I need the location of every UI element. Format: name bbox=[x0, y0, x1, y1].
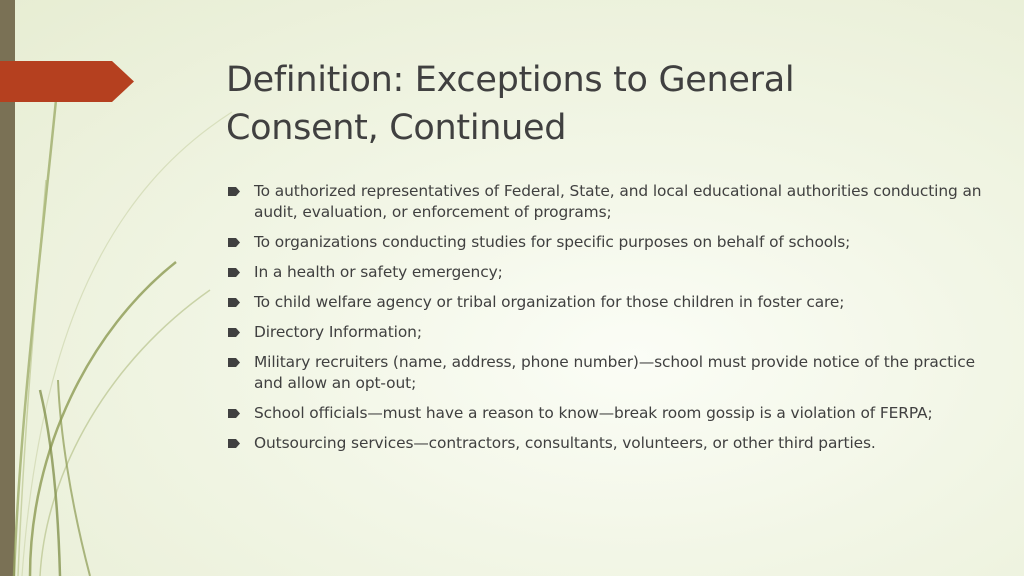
bullet-text: To organizations conducting studies for specific purposes on behalf of schools; bbox=[254, 233, 851, 251]
bullet-text: In a health or safety emergency; bbox=[254, 263, 503, 281]
bullet-list bbox=[228, 181, 998, 463]
bullet-item bbox=[228, 352, 998, 394]
arrow-right-icon bbox=[228, 238, 240, 247]
arrow-right-icon bbox=[228, 268, 240, 277]
bullet-text: Outsourcing services—contractors, consultants, volunteers, or other third parties. bbox=[254, 434, 876, 452]
bullet-text: Directory Information; bbox=[254, 323, 422, 341]
arrow-right-icon bbox=[228, 298, 240, 307]
bullet-item bbox=[228, 292, 998, 313]
arrow-right-icon bbox=[228, 328, 240, 337]
bullet-text: To authorized representatives of Federal, State, and local educational authorities conducting an audit, evaluation, or enforcement of programs; bbox=[254, 182, 982, 221]
bullet-item bbox=[228, 403, 998, 424]
slide-title bbox=[226, 56, 986, 152]
arrow-right-icon bbox=[228, 187, 240, 196]
bullet-item bbox=[228, 262, 998, 283]
arrow-right-icon bbox=[228, 409, 240, 418]
slide-title-line-2: Consent, Continued bbox=[226, 108, 567, 148]
bullet-text: Military recruiters (name, address, phone number)—school must provide notice of the practice and allow an opt-out; bbox=[254, 353, 975, 392]
bullet-item bbox=[228, 181, 998, 223]
bullet-text: To child welfare agency or tribal organization for those children in foster care; bbox=[254, 293, 845, 311]
bullet-text: School officials—must have a reason to know—break room gossip is a violation of FERPA; bbox=[254, 404, 933, 422]
bullet-item bbox=[228, 322, 998, 343]
bullet-item bbox=[228, 232, 998, 253]
arrow-right-icon bbox=[228, 439, 240, 448]
bullet-item bbox=[228, 433, 998, 454]
title-accent-arrow bbox=[0, 61, 134, 102]
slide-title-line-1: Definition: Exceptions to General bbox=[226, 60, 795, 100]
arrow-right-icon bbox=[228, 358, 240, 367]
